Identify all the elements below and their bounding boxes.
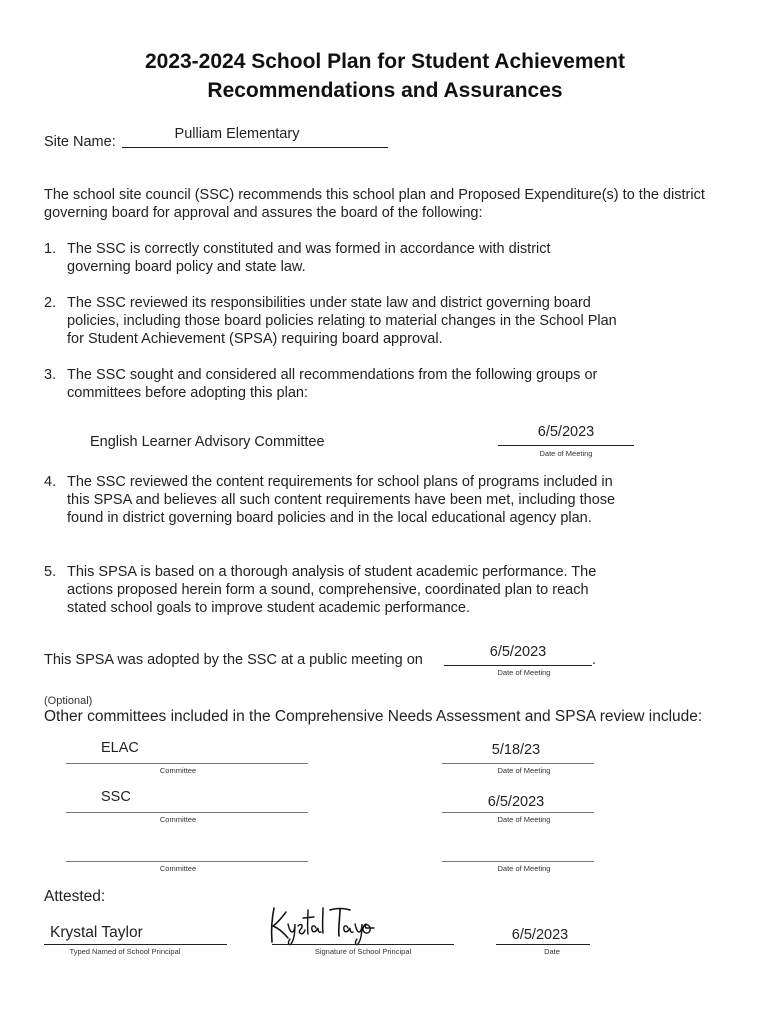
committee-name-1[interactable]: ELAC bbox=[101, 740, 139, 756]
other-committees-heading: Other committees included in the Comprehensive Needs Assessment and SPSA review include: bbox=[44, 708, 703, 725]
site-name-line bbox=[122, 147, 388, 148]
document-title-line-1: 2023-2024 School Plan for Student Achievement bbox=[144, 50, 626, 73]
committee-name-2[interactable]: SSC bbox=[101, 789, 131, 805]
committee-date-caption-3: Date of Meeting bbox=[497, 864, 551, 873]
principal-typed-name[interactable]: Krystal Taylor bbox=[50, 924, 143, 941]
item-text: This SPSA is based on a thorough analysis of student academic performance. The actions proposed herein form a sound, comprehensive, coordinated plan to reach stated school goals to improve student academic performance. bbox=[67, 564, 597, 616]
elac-date-caption: Date of Meeting bbox=[539, 449, 593, 458]
adoption-date-line bbox=[444, 665, 592, 666]
committee-line-2 bbox=[66, 812, 308, 813]
item-number: 4. bbox=[44, 474, 57, 490]
item-number: 3. bbox=[44, 367, 57, 383]
intro-paragraph: The school site council (SSC) recommends this school plan and Proposed Expenditure(s) to the district governing board for approval and assures the board of the following: bbox=[44, 187, 705, 221]
committee-date-line-3 bbox=[442, 861, 594, 862]
committee-date-line-1 bbox=[442, 763, 594, 764]
principal-name-caption: Typed Named of School Principal bbox=[69, 947, 181, 956]
optional-label: (Optional) bbox=[44, 695, 93, 707]
committee-date-caption-2: Date of Meeting bbox=[497, 815, 551, 824]
signature-caption: Signature of School Principal bbox=[314, 947, 412, 956]
principal-signature-image[interactable] bbox=[262, 902, 382, 946]
committee-caption-3: Committee bbox=[159, 864, 197, 873]
committee-date-2[interactable]: 6/5/2023 bbox=[487, 794, 545, 810]
elac-meeting-date[interactable]: 6/5/2023 bbox=[537, 424, 595, 440]
adoption-date[interactable]: 6/5/2023 bbox=[489, 644, 547, 660]
adoption-text: This SPSA was adopted by the SSC at a public meeting on bbox=[44, 652, 423, 668]
committee-date-1[interactable]: 5/18/23 bbox=[491, 742, 541, 758]
adoption-period: . bbox=[592, 652, 597, 668]
item-number: 1. bbox=[44, 241, 57, 257]
item-text: The SSC is correctly constituted and was formed in accordance with district governing board policy and state law. bbox=[67, 241, 551, 275]
signature-line bbox=[272, 944, 454, 945]
item-number: 2. bbox=[44, 295, 57, 311]
attested-date-caption: Date bbox=[544, 947, 560, 956]
committee-caption-1: Committee bbox=[159, 766, 197, 775]
elac-date-line bbox=[498, 445, 634, 446]
item-number: 5. bbox=[44, 564, 57, 580]
attested-label: Attested: bbox=[44, 888, 106, 905]
item-text: The SSC reviewed its responsibilities under state law and district governing board policies, including those board policies relating to material changes in the School Plan for Student Achievement (SPSA) requiring board approval. bbox=[67, 295, 617, 347]
committee-line-3 bbox=[66, 861, 308, 862]
committee-date-line-2 bbox=[442, 812, 594, 813]
committee-line-1 bbox=[66, 763, 308, 764]
elac-committee-name: English Learner Advisory Committee bbox=[90, 434, 325, 450]
principal-name-line bbox=[44, 944, 227, 945]
site-name-label: Site Name: bbox=[44, 134, 116, 150]
adoption-date-caption: Date of Meeting bbox=[497, 668, 551, 677]
committee-caption-2: Committee bbox=[159, 815, 197, 824]
committee-date-caption-1: Date of Meeting bbox=[497, 766, 551, 775]
attested-date[interactable]: 6/5/2023 bbox=[511, 927, 569, 943]
site-name-value[interactable]: Pulliam Elementary bbox=[174, 126, 300, 142]
attested-date-line bbox=[496, 944, 590, 945]
item-text: The SSC reviewed the content requirements for school plans of programs included in this SPSA and believes all such content requirements have been met, including those found in district governing board policies and in the local educational agency plan. bbox=[67, 474, 616, 526]
document-title-line-2: Recommendations and Assurances bbox=[207, 79, 563, 102]
item-text: The SSC sought and considered all recommendations from the following groups or committees before adopting this plan: bbox=[67, 367, 598, 401]
